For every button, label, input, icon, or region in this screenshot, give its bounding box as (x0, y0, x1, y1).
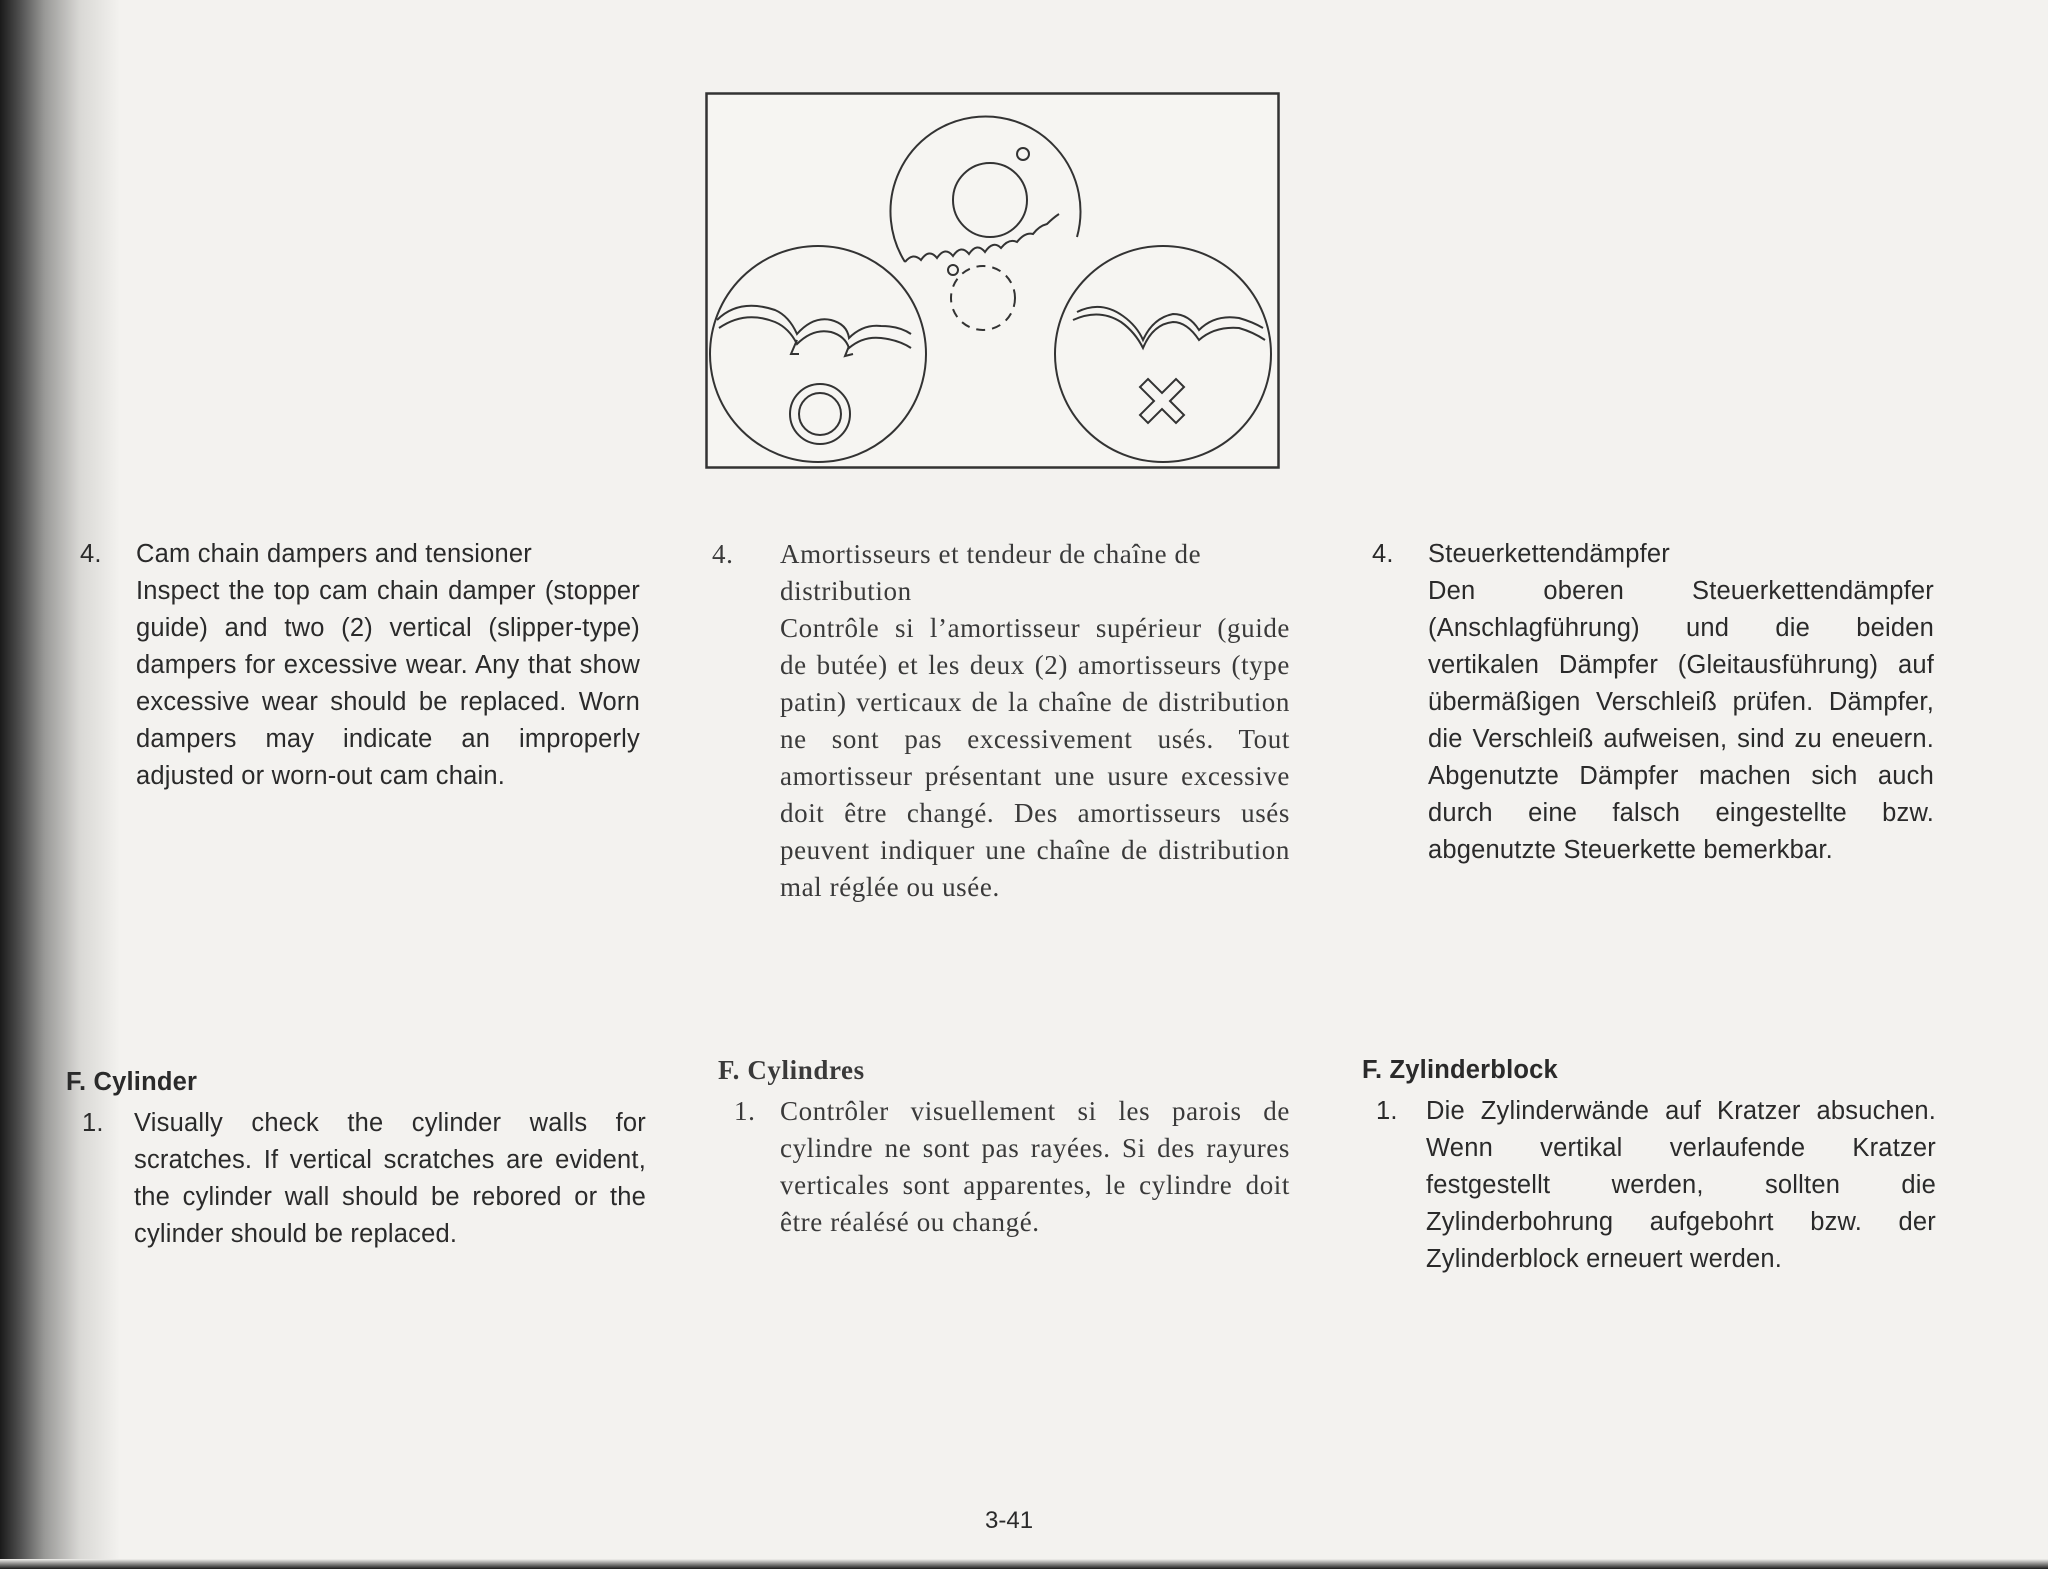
section-f-english (66, 1064, 646, 1253)
item4-de-title: Steuerkettendämpfer (1428, 540, 1670, 568)
section-f-en-heading: F. Cylinder (66, 1068, 198, 1096)
item4-de-number: 4. (1372, 540, 1394, 568)
item4-de-body: Den oberen Steuerkettendämpfer (Anschlagführung) und die beiden vertikalen Dämpfer (Gleitausführung) auf übermäßigen Verschleiß prüfen. Dämpfer, die Verschleiß aufweisen, sind zu eneuern. Abgenutzte Dämpfer machen sich auch durch eine falsch eingestellte bzw. abgenutzte Steuerkette bemerkbar. (1428, 577, 1934, 864)
page-number: 3-41 (985, 1507, 1034, 1534)
section-f-fr-body: Contrôler visuellement si les parois de cylindre ne sont pas rayées. Si des rayures verticales sont apparentes, le cylindre doit être réalésé ou changé. (780, 1096, 1290, 1237)
section-f-fr-number: 1. (734, 1096, 756, 1126)
section-f-german (1362, 1052, 1936, 1278)
item4-en-number: 4. (80, 540, 102, 568)
item4-en-title: Cam chain dampers and tensioner (136, 540, 532, 568)
item4-french (712, 536, 1290, 906)
item4-en-body: Inspect the top cam chain damper (stopper guide) and two (2) vertical (slipper-type) dampers for excessive wear. Any that show excessive wear should be replaced. Worn dampers may indicate an improperly adjusted or worn-out cam chain. (136, 577, 640, 790)
item4-fr-title: Amortisseurs et tendeur de chaîne de distribution (780, 539, 1202, 606)
item4-fr-body: Contrôle si l’amortisseur supérieur (guide de butée) et les deux (2) amortisseurs (type patin) verticaux de la chaîne de distribution ne sont pas excessivement usés. Tout amortisseur présentant une usure excessive doit être changé. Des amortisseurs usés peuvent indiquer une chaîne de distribution mal réglée ou usée. (780, 613, 1290, 902)
page-bottom-edge (0, 1559, 2048, 1569)
section-f-de-number: 1. (1376, 1097, 1398, 1125)
section-f-en-number: 1. (82, 1109, 104, 1137)
section-f-de-heading: F. Zylinderblock (1362, 1056, 1558, 1084)
section-f-de-body: Die Zylinderwände auf Kratzer absuchen. Wenn vertikal verlaufende Kratzer festgestellt werden, sollten die Zylinderbohrung aufgebohrt bzw. der Zylinderblock erneuert werden. (1426, 1097, 1936, 1273)
cam-chain-damper-figure (705, 92, 1280, 469)
section-f-en-body: Visually check the cylinder walls for scratches. If vertical scratches are evident, the cylinder wall should be rebored or the cylinder should be replaced. (134, 1109, 646, 1248)
section-f-french (718, 1052, 1290, 1241)
item4-english (80, 536, 640, 795)
item4-german (1372, 536, 1934, 869)
item4-fr-number: 4. (712, 539, 734, 569)
section-f-fr-heading: F. Cylindres (718, 1055, 865, 1085)
